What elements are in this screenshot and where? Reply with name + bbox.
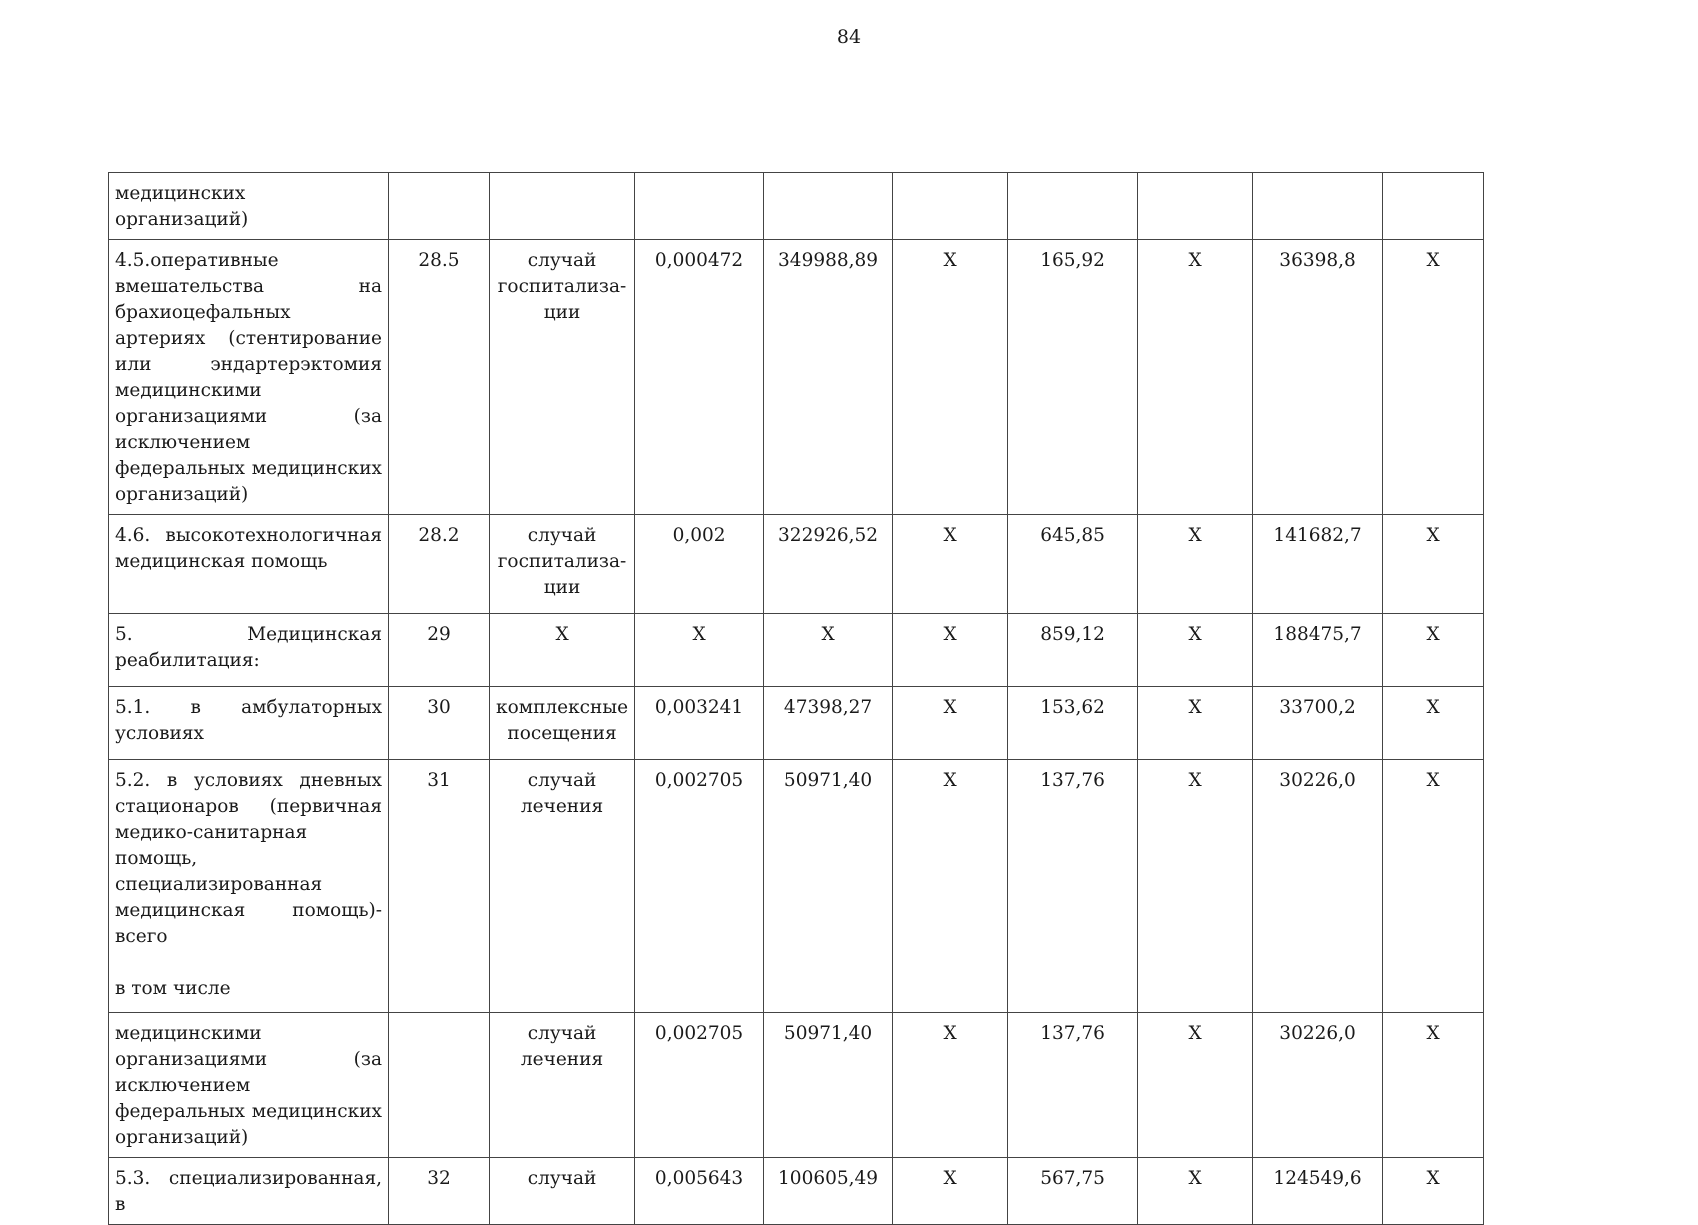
row-volume-cell xyxy=(635,173,764,240)
row-name-cell xyxy=(109,760,389,1013)
row-c6-cell: Х xyxy=(893,614,1008,687)
row-c6-cell: Х xyxy=(893,1013,1008,1158)
row-c8-cell xyxy=(1138,173,1253,240)
row-c6-cell: Х xyxy=(893,1158,1008,1225)
row-cost-cell: 50971,40 xyxy=(764,760,893,1013)
row-c10-cell: Х xyxy=(1383,1158,1484,1225)
row-c6-cell xyxy=(893,173,1008,240)
row-name-cell: 4.6. высокотехнологичная медицинская помощь xyxy=(109,515,389,614)
row-c9-cell: 124549,6 xyxy=(1253,1158,1383,1225)
row-volume-cell: 0,005643 xyxy=(635,1158,764,1225)
row-code-cell: 28.5 xyxy=(389,240,490,515)
row-code-cell: 29 xyxy=(389,614,490,687)
row-unit-cell: случай госпитализа-ции xyxy=(490,515,635,614)
row-c8-cell: Х xyxy=(1138,1013,1253,1158)
row-c7-cell: 153,62 xyxy=(1008,687,1138,760)
table-row xyxy=(109,1013,1484,1158)
row-name-cell: медицинскими организациями (за исключением федеральных медицинских организаций) xyxy=(109,1013,389,1158)
row-unit-cell: случай госпитализа-ции xyxy=(490,240,635,515)
row-volume-cell: 0,000472 xyxy=(635,240,764,515)
table-row xyxy=(109,1158,1484,1225)
row-code-cell xyxy=(389,173,490,240)
row-c6-cell: Х xyxy=(893,687,1008,760)
row-c9-cell: 33700,2 xyxy=(1253,687,1383,760)
row-c6-cell: Х xyxy=(893,240,1008,515)
row-c10-cell: Х xyxy=(1383,515,1484,614)
row-c10-cell xyxy=(1383,173,1484,240)
row-name-text: 5.2. в условиях дневных стационаров (первичная медико-санитарная помощь, специализированная медицинская помощь)-всего xyxy=(115,770,382,947)
row-name-cell: 5.3. специализированная, в xyxy=(109,1158,389,1225)
row-c7-cell: 137,76 xyxy=(1008,1013,1138,1158)
row-cost-cell: Х xyxy=(764,614,893,687)
page-number: 84 xyxy=(836,26,862,48)
row-c6-cell: Х xyxy=(893,515,1008,614)
row-c8-cell: Х xyxy=(1138,614,1253,687)
row-c7-cell: 645,85 xyxy=(1008,515,1138,614)
row-c10-cell: Х xyxy=(1383,240,1484,515)
row-unit-cell: Х xyxy=(490,614,635,687)
row-c8-cell: Х xyxy=(1138,515,1253,614)
row-unit-cell: случай xyxy=(490,1158,635,1225)
row-code-cell: 28.2 xyxy=(389,515,490,614)
row-cost-cell: 50971,40 xyxy=(764,1013,893,1158)
row-name-cell: 5. Медицинская реабилитация: xyxy=(109,614,389,687)
row-code-cell: 31 xyxy=(389,760,490,1013)
row-c7-cell: 567,75 xyxy=(1008,1158,1138,1225)
row-c9-cell: 188475,7 xyxy=(1253,614,1383,687)
row-c10-cell: Х xyxy=(1383,1013,1484,1158)
row-cost-cell: 47398,27 xyxy=(764,687,893,760)
row-c9-cell xyxy=(1253,173,1383,240)
row-c10-cell: Х xyxy=(1383,687,1484,760)
row-code-cell xyxy=(389,1013,490,1158)
row-name-cell: 4.5.оперативные вмешательства на брахиоцефальных артериях (стентирование или эндартерэктомия медицинскими организациями (за исключением федеральных медицинских организаций) xyxy=(109,240,389,515)
table-row xyxy=(109,173,1484,240)
row-c8-cell: Х xyxy=(1138,1158,1253,1225)
table-row xyxy=(109,687,1484,760)
table-row xyxy=(109,515,1484,614)
row-unit-cell: случай лечения xyxy=(490,760,635,1013)
row-c8-cell: Х xyxy=(1138,687,1253,760)
row-name-cell: медицинских организаций) xyxy=(109,173,389,240)
row-volume-cell: Х xyxy=(635,614,764,687)
row-volume-cell: 0,002705 xyxy=(635,760,764,1013)
row-c7-cell: 165,92 xyxy=(1008,240,1138,515)
row-code-cell: 30 xyxy=(389,687,490,760)
row-c10-cell: Х xyxy=(1383,760,1484,1013)
row-c9-cell: 36398,8 xyxy=(1253,240,1383,515)
row-c8-cell: Х xyxy=(1138,760,1253,1013)
row-unit-cell xyxy=(490,173,635,240)
table-row xyxy=(109,240,1484,515)
row-c9-cell: 30226,0 xyxy=(1253,1013,1383,1158)
row-c7-cell xyxy=(1008,173,1138,240)
row-code-cell: 32 xyxy=(389,1158,490,1225)
row-c10-cell: Х xyxy=(1383,614,1484,687)
table-row xyxy=(109,760,1484,1013)
row-name-cell: 5.1. в амбулаторных условиях xyxy=(109,687,389,760)
row-c9-cell: 30226,0 xyxy=(1253,760,1383,1013)
row-volume-cell: 0,002 xyxy=(635,515,764,614)
row-volume-cell: 0,002705 xyxy=(635,1013,764,1158)
row-c8-cell: Х xyxy=(1138,240,1253,515)
row-cost-cell: 349988,89 xyxy=(764,240,893,515)
row-volume-cell: 0,003241 xyxy=(635,687,764,760)
row-c9-cell: 141682,7 xyxy=(1253,515,1383,614)
table-row xyxy=(109,614,1484,687)
row-name-subtext: в том числе xyxy=(115,978,231,999)
row-cost-cell: 322926,52 xyxy=(764,515,893,614)
row-cost-cell xyxy=(764,173,893,240)
data-table xyxy=(108,172,1484,1225)
row-c6-cell: Х xyxy=(893,760,1008,1013)
row-cost-cell: 100605,49 xyxy=(764,1158,893,1225)
row-c7-cell: 859,12 xyxy=(1008,614,1138,687)
row-c7-cell: 137,76 xyxy=(1008,760,1138,1013)
row-unit-cell: случай лечения xyxy=(490,1013,635,1158)
row-unit-cell: комплексные посещения xyxy=(490,687,635,760)
